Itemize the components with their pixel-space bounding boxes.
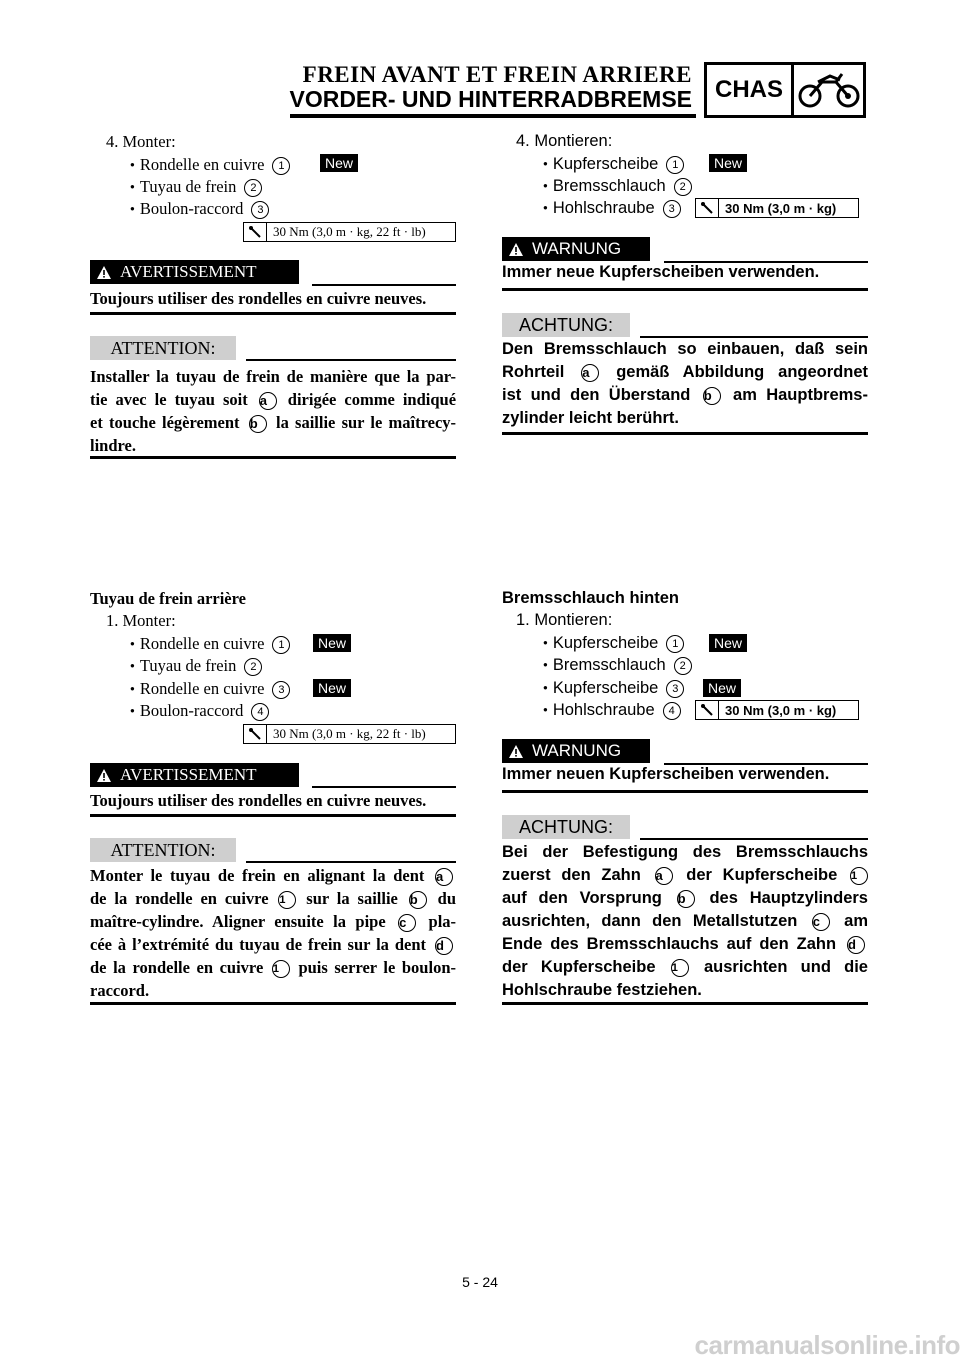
list-item: ● Bremsschlauch 2 [543, 177, 692, 196]
step: 1. Monter: [106, 611, 176, 630]
new-badge: New [703, 679, 741, 697]
rule [90, 312, 456, 315]
attention-label: ACHTUNG: [502, 313, 630, 337]
list-item: ● Boulon-raccord 3 [130, 199, 269, 219]
list-item: ● Rondelle en cuivre 3 [130, 679, 290, 699]
rule [90, 814, 456, 817]
torque-wrench-icon [696, 701, 719, 719]
list-item: ● Kupferscheibe 1 [543, 634, 684, 653]
attention-label: ATTENTION: [90, 838, 236, 862]
rule [312, 284, 456, 286]
new-badge: New [313, 634, 351, 652]
rule [502, 1002, 868, 1005]
torque-wrench-icon [244, 223, 267, 241]
rule [246, 861, 456, 863]
list-item: ● Rondelle en cuivre 1 [130, 155, 290, 175]
list-item: ● Hohlschraube 4 [543, 701, 681, 720]
step: 1. Montieren: [516, 611, 613, 629]
list-item: ● Bremsschlauch 2 [543, 656, 692, 675]
warning-text: Toujours utiliser des rondelles en cuivre neuves. [90, 791, 427, 810]
section-heading: Bremsschlauch hinten [502, 589, 679, 607]
section-label: CHAS [707, 65, 794, 115]
torque-spec: 30 Nm (3,0 m · kg, 22 ft · lb) [243, 222, 456, 242]
header-title-fr: FREIN AVANT ET FREIN ARRIERE [302, 62, 692, 87]
attention-text: Monter le tuyau de frein en alignant la dent a de la rondelle en cuivre 1 sur la saillie b du maître-cylindre. Aligner ensuite la pipe c pla- cée à l’extrémité du tuyau de frein sur la dent d de la rondelle en cuivre 1 puis serrer le boulon- raccord. [90, 866, 457, 1000]
rule [90, 456, 456, 459]
warning-text: Toujours utiliser des rondelles en cuivre neuves. [90, 289, 427, 308]
new-badge: New [320, 154, 358, 172]
page-number: 5 - 24 [462, 1274, 498, 1290]
step: 4. Montieren: [516, 132, 613, 150]
torque-spec: 30 Nm (3,0 m · kg) [695, 198, 859, 218]
attention-label: ATTENTION: [90, 336, 236, 360]
torque-spec: 30 Nm (3,0 m · kg) [695, 700, 859, 720]
list-item: ● Tuyau de frein 2 [130, 177, 262, 197]
attention-label: ACHTUNG: [502, 815, 630, 839]
list-item: ● Tuyau de frein 2 [130, 656, 262, 676]
new-badge: New [709, 154, 747, 172]
torque-wrench-icon [696, 199, 719, 217]
warning-label: AVERTISSEMENT [90, 763, 299, 787]
header-rule [290, 114, 696, 118]
torque-spec: 30 Nm (3,0 m · kg, 22 ft · lb) [243, 724, 456, 744]
list-item: ● Kupferscheibe 1 [543, 155, 684, 174]
warning-text: Immer neue Kupferscheiben verwenden. [502, 263, 820, 281]
list-item: ● Kupferscheibe 3 [543, 679, 684, 698]
rule [502, 288, 868, 291]
rule [246, 359, 456, 361]
new-badge: New [313, 679, 351, 697]
rule [502, 432, 868, 435]
rule [90, 1002, 456, 1005]
list-item: ● Hohlschraube 3 [543, 199, 681, 218]
warning-label: AVERTISSEMENT [90, 260, 299, 284]
torque-wrench-icon [244, 725, 267, 743]
warning-text: Immer neuen Kupferscheiben verwenden. [502, 765, 830, 783]
section-badge [704, 62, 866, 118]
rule [640, 838, 868, 840]
rule [312, 786, 456, 788]
section-heading: Tuyau de frein arrière [90, 589, 246, 608]
motorcycle-icon [794, 65, 863, 115]
warning-label: WARNUNG [502, 739, 650, 763]
warning-triangle-icon [96, 768, 112, 783]
warning-triangle-icon [96, 265, 112, 280]
rule [502, 790, 868, 793]
watermark: carmanualsonline.info [694, 1330, 960, 1360]
warning-triangle-icon [508, 242, 524, 257]
attention-text: Bei der Befestigung des Bremsschlauchs zuerst den Zahn a der Kupferscheibe 1 auf den Vorsprung b des Hauptzylinders ausrichten, dann den Metallstutzen c am Ende des Bremsschlauchs auf den Zahn d der Kupferscheibe 1 ausrichten und die Hohlschraube festziehen. [502, 843, 868, 999]
header-title-de: VORDER- UND HINTERRADBREMSE [289, 86, 692, 112]
new-badge: New [709, 634, 747, 652]
warning-triangle-icon [508, 744, 524, 759]
warning-label: WARNUNG [502, 237, 650, 261]
list-item: ● Boulon-raccord 4 [130, 701, 269, 721]
list-item: ● Rondelle en cuivre 1 [130, 634, 290, 654]
attention-text: Den Bremsschlauch so einbauen, daß sein Rohrteil a gemäß Abbildung angeordnet ist und den Überstand b am Hauptbrems- zylinder leicht berührt. [502, 340, 868, 427]
attention-text: Installer la tuyau de frein de manière que la par- tie avec le tuyau soit a dirigée comme indiqué et touche légèrement b la saillie sur le maîtrecy- lindre. [90, 367, 457, 455]
step: 4. Monter: [106, 132, 176, 151]
